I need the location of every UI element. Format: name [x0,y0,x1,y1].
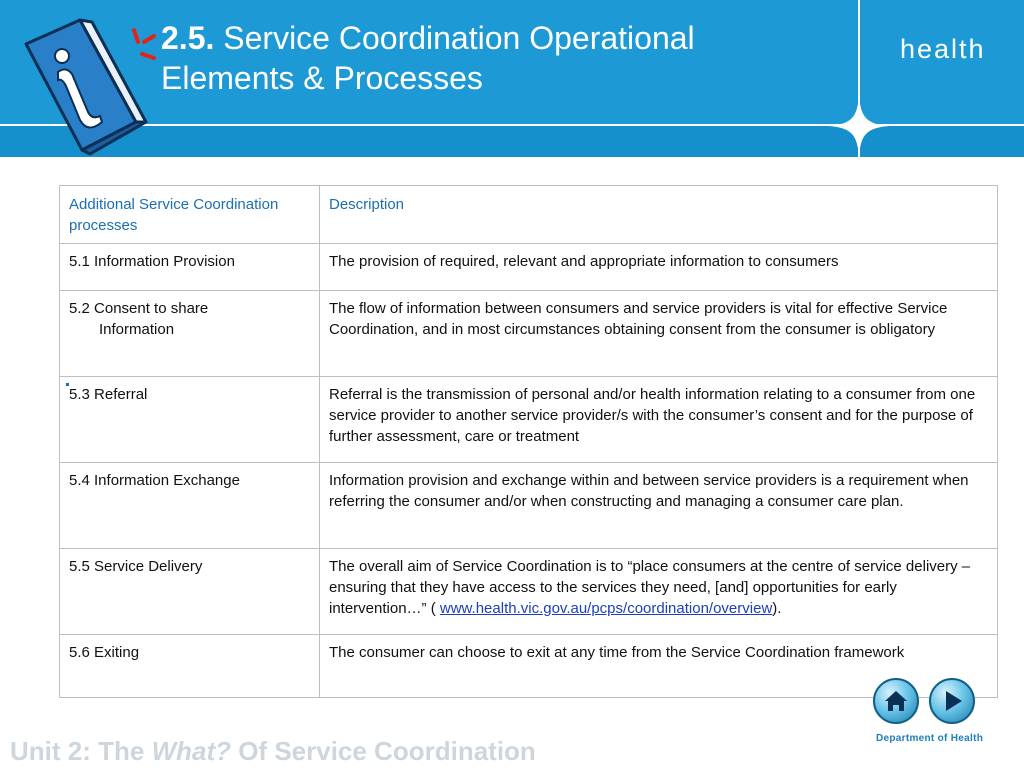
brand-logo-text: health [900,34,986,64]
table-row [60,635,998,698]
play-icon [931,680,973,722]
title-line-1: Service Coordination Operational [223,20,695,56]
process-cell: 5.6 Exiting [60,635,320,698]
description-cell: The flow of information between consumers and service providers is vital for effective Service Coordination, and in most circumstances obtaining consent from the consumer is obligatory [320,291,998,377]
process-cell: 5.1 Information Provision [60,244,320,291]
home-button[interactable] [873,678,919,724]
description-cell [320,549,998,635]
description-cell: The provision of required, relevant and appropriate information to consumers [320,244,998,291]
table-row [60,244,998,291]
process-cell: 5.5 Service Delivery [60,549,320,635]
description-text-end: ). [772,600,782,617]
footer-emphasis: What? [151,736,231,766]
process-cell: 5.3 Referral [60,377,320,463]
table-header-row [60,186,998,244]
table-row [60,291,998,377]
slide-header [0,0,1024,157]
footer-prefix: Unit 2: The [10,736,152,766]
page-title [161,18,801,98]
table-row [60,549,998,635]
title-number: 2.5. [161,20,215,56]
process-cell: 5.4 Information Exchange [60,463,320,549]
description-cell: Referral is the transmission of personal and/or health information relating to a consumer from one service provider to another service provider/s with the consumer’s consent and for the purpose of further assessment, care or treatment [320,377,998,463]
table-row [60,377,998,463]
process-cell [60,291,320,377]
home-icon [875,680,917,722]
description-cell: The consumer can choose to exit at any time from the Service Coordination framework [320,635,998,698]
title-line-2: Elements & Processes [161,60,483,96]
table-row [60,463,998,549]
column-header-description: Description [320,186,998,244]
description-text: The overall aim of Service Coordination is to “place consumers at the centre of service delivery – ensuring that they have access to the services they need, [and] opportunities for early intervention…” ( [329,558,971,617]
overview-link[interactable]: www.health.vic.gov.au/pcps/coordination/overview [439,600,773,617]
process-line-2: Information [99,321,175,338]
description-cell: Information provision and exchange within and between service providers is a requirement when referring the consumer and/or when constructing and managing a consumer care plan. [320,463,998,549]
bullet-dot [66,383,69,386]
footer-unit-title [10,736,536,767]
sparkle-icon [829,96,889,156]
process-table [59,185,998,698]
footer-suffix: Of Service Coordination [230,736,536,766]
process-line-1: 5.2 Consent to share [69,300,209,317]
info-book-icon [18,14,158,157]
department-label: Department of Health [876,733,984,744]
next-button[interactable] [929,678,975,724]
column-header-process: Additional Service Coordination processes [60,186,320,244]
